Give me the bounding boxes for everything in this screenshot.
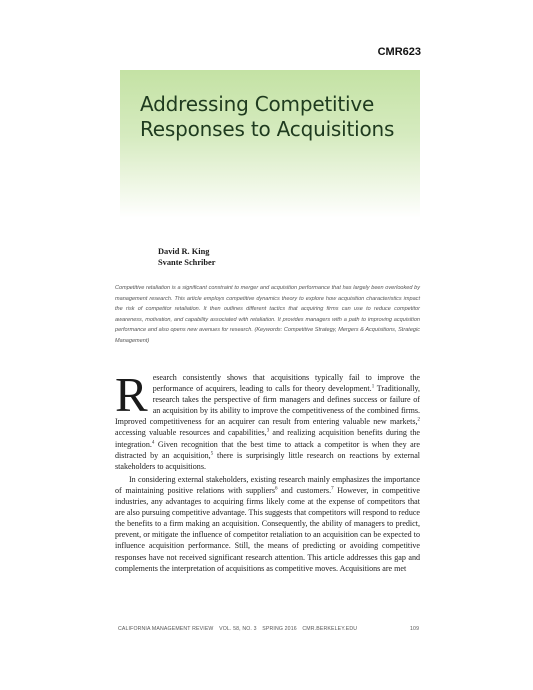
author-1: David R. King [158,247,210,256]
footnote-ref: 2 [417,417,420,423]
footnote-ref: 5 [210,450,214,456]
body-text-segment: accessing valuable resources and capabilities, [115,428,267,438]
footnote-ref: 3 [266,428,270,434]
body-text-segment: esearch consistently shows that acquisitions typically fail to improve the performance of acquirers, leading to calls for theory development. [152,373,420,394]
footer-season: SPRING 2016 [262,626,297,632]
body-text-segment: However, in competitive industries, any advantages to acquiring firms likely come at the expense of competitors that are also pursuing competitive advantage. This suggests that competitors will respond to reduce the benefits to a firm making an acquisition. Consequently, the ability of managers to predict, prevent, or mitigate the influence of competitor retaliation to an acquisition can be expected to influence acquisition performance. Still, the means of predicting or avoiding competitive responses have not received significant research attention. This article addresses this gap and complements the interpretation of acquisitions as competitive moves. Acquisitions are met [115,485,420,573]
body-text-segment: Traditionally, research takes the perspective of firm managers and defines success or failure of an acquisition by its ability to improve the competitiveness of the combined firms. Improved competitiveness for an acquirer can result from entering valuable new markets, [115,384,420,427]
author-2: Svante Schriber [158,258,216,267]
body-text [115,367,420,574]
footnote-ref: 1 [371,384,375,390]
footer-volume: VOL. 58, NO. 3 [219,626,257,632]
page-number: 109 [410,626,420,632]
footer-site: CMR.BERKELEY.EDU [302,626,358,632]
paragraph-1 [115,367,420,472]
paragraph-2 [115,474,420,574]
body-text-segment: and realizing acquisition benefits during the integration. [115,428,420,449]
drop-cap: R [115,367,148,422]
footnote-ref: 4 [151,439,155,445]
title-line-1: Addressing Competitive [140,92,375,116]
footnote-ref: 6 [275,486,278,492]
body-text-segment: In considering external stakeholders, existing research mainly emphasizes the importance of maintaining positive relations with suppliers [115,474,420,495]
body-text-segment: there is surprisingly little research on reactions by external stakeholders to acquisitions. [115,450,420,471]
article-title [140,92,420,142]
article-code: CMR623 [377,46,421,58]
body-text-segment: and customers. [277,485,332,495]
author-list [158,246,215,268]
abstract: Competitive retaliation is a significant constraint to merger and acquisition performance that has largely been overlooked by management research. This article employs competitive dynamics theory to explore how acquisition characteristics impact the risk of competitor retaliation. It then outlines different tactics that acquiring firms can use to reduce competitor awareness, motivation, and capability associated with retaliation. It provides managers with a path to improving acquisition performance and also opens new avenues for research. (Keywords: Competitive Strategy, Mergers & Acquisitions, Strategic Management) [115,285,420,344]
body-text-segment: Given recognition that the best time to attack a competitor is when they are distracted by an acquisition, [115,439,420,460]
page-footer [118,626,418,632]
footnote-ref: 7 [331,486,334,492]
title-line-2: Responses to Acquisitions [140,117,395,141]
footer-journal: CALIFORNIA MANAGEMENT REVIEW [118,626,214,632]
